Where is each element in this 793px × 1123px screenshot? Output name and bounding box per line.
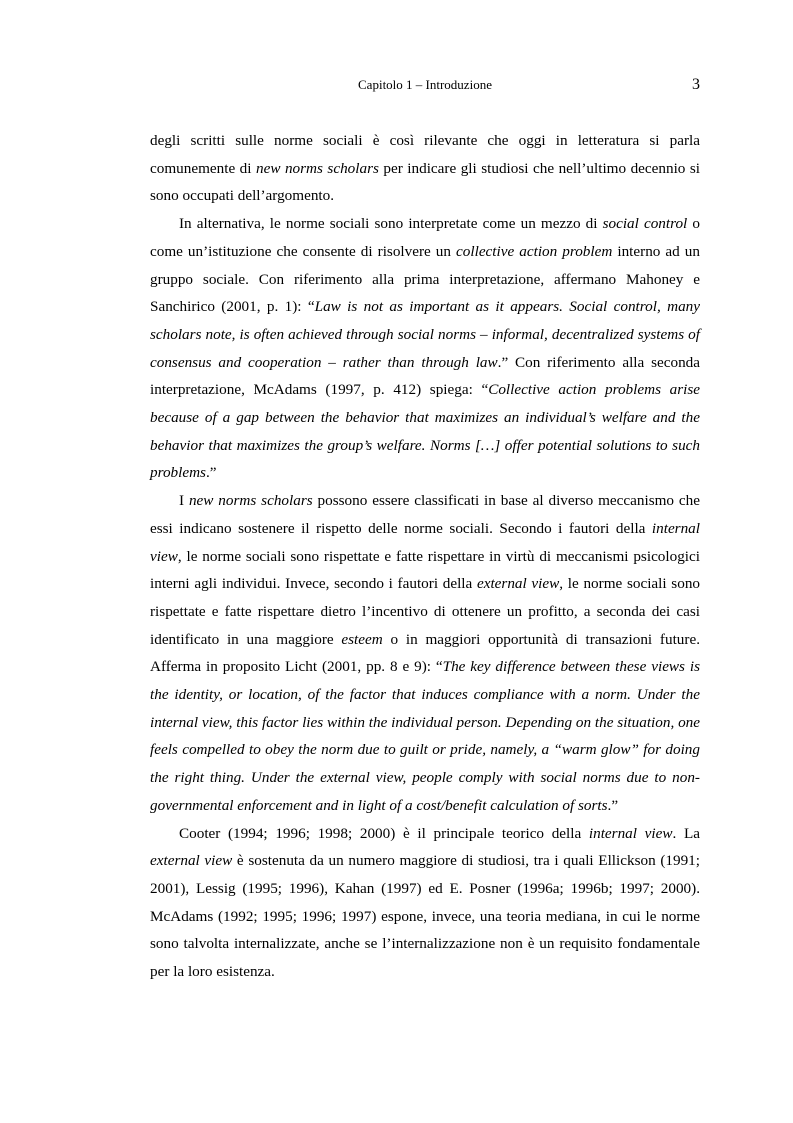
text-run: o in maggiori opportunità di transazioni future. Afferma in proposito Licht (2001, pp. 8 e 9): “ (150, 630, 700, 676)
paragraph (150, 820, 700, 986)
text-run: . La (672, 824, 700, 842)
text-run: .” Con riferimento alla seconda interpretazione, McAdams (1997, p. 412) spiega: “ (150, 353, 700, 399)
text-run: I (179, 492, 189, 510)
text-run: o come un’istituzione che consente di risolvere un (150, 215, 700, 260)
body-text (150, 127, 700, 986)
paragraph (150, 127, 700, 210)
text-run: , le norme sociali sono rispettate e fatte rispettare in virtù di meccanismi psicologici interni agli individui. Invece, secondo i fautori della (150, 547, 700, 593)
paragraph (150, 487, 700, 819)
italic-text-run: new norms scholars (256, 159, 379, 177)
italic-text-run: Collective action problems arise because of a gap between the behavior that maximizes an individual’s welfare and the behavior that maximizes the group’s welfare. Norms […] offer potential solutions to such problems (150, 381, 700, 482)
running-header (150, 75, 700, 95)
italic-text-run: The key difference between these views is the identity, or location, of the factor that induces compliance with a norm. Under the internal view, this factor lies within the individual person. Depending on the situation, one feels compelled to obey the norm due to guilt or pride, namely, a “warm glow” for doing the right thing. Under the external view, people comply with social norms due to non-governmental enforcement and in light of a cost/benefit calculation of sorts (150, 658, 700, 814)
text-run: .” (607, 796, 619, 814)
italic-text-run: esteem (341, 630, 383, 648)
text-run: interno ad un gruppo sociale. Con riferimento alla prima interpretazione, affermano Mahoney e Sanchirico (2001, p. 1): “ (150, 242, 700, 316)
italic-text-run: external view (150, 852, 233, 870)
text-run: è sostenuta da un numero maggiore di studiosi, tra i quali Ellickson (1991; 2001), Lessig (1995; 1996), Kahan (1997) ed E. Posner (1996a; 1996b; 1997; 2000). McAdams (1992; 1995; 1996; 1997) espone, invece, una teoria mediana, in cui le norme sono talvolta internalizzate, anche se l’internalizzazione non è un requisito fondamentale per la loro esistenza. (150, 852, 701, 981)
italic-text-run: collective action problem (456, 242, 613, 260)
text-run: per indicare gli studiosi che nell’ultimo decennio si sono occupati dell’argomento. (150, 159, 701, 205)
italic-text-run: internal view (150, 519, 700, 565)
text-run: , le norme sociali sono rispettate e fatte rispettare dietro l’incentivo di ottenere un profitto, a seconda dei casi identificato in una maggiore (150, 575, 701, 648)
text-run: degli scritti sulle norme sociali è così rilevante che oggi in letteratura si parla comunemente di (150, 132, 700, 177)
text-run: Cooter (1994; 1996; 1998; 2000) è il principale teorico della (179, 824, 589, 842)
page-number: 3 (692, 76, 700, 93)
italic-text-run: external view (476, 575, 560, 593)
italic-text-run: internal view (588, 824, 673, 842)
chapter-title: Capitolo 1 – Introduzione (358, 77, 492, 92)
text-run: possono essere classificati in base al diverso meccanismo che essi indicano sostenere il rispetto delle norme sociali. Secondo i fautori della (150, 492, 700, 537)
paragraph (150, 210, 700, 487)
text-run: .” (205, 464, 217, 482)
text-run: In alternativa, le norme sociali sono interpretate come un mezzo di (179, 215, 603, 233)
italic-text-run: Law is not as important as it appears. Social control, many scholars note, is often achieved through social norms – informal, decentralized systems of consensus and cooperation – rather than through law (150, 298, 700, 371)
italic-text-run: social control (602, 215, 688, 233)
italic-text-run: new norms scholars (188, 492, 313, 510)
